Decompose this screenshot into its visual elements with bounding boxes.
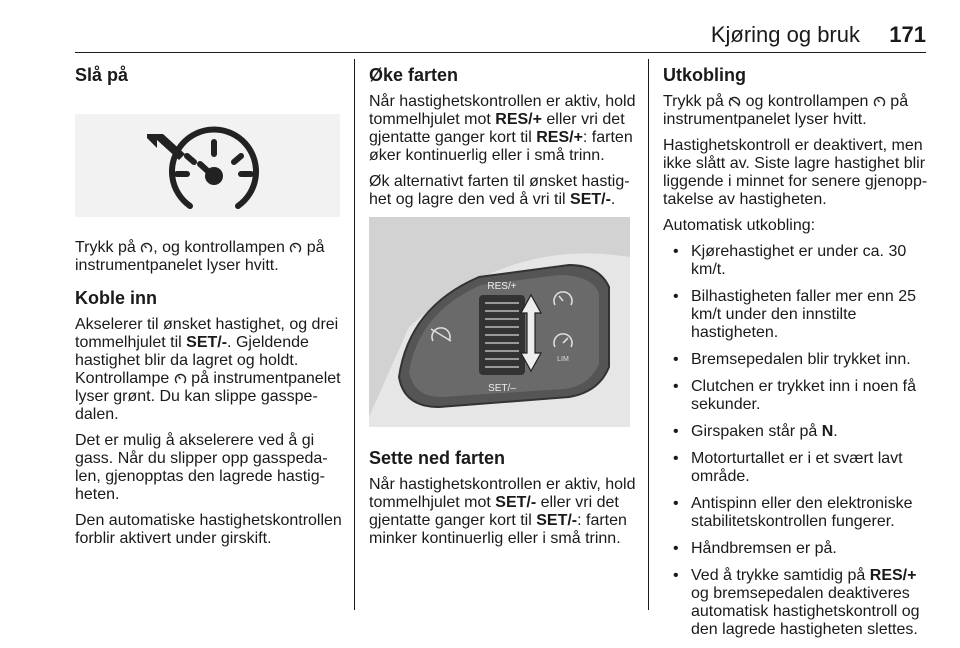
- heading-slaa-paa: Slå på: [75, 65, 129, 85]
- column-1: [75, 64, 343, 556]
- header-rule: [75, 52, 926, 53]
- steering-wheel-controls-photo: [369, 217, 630, 427]
- paragraph-off-1: Trykk på og kontrollampen på instrumentpanelet lyser hvitt.: [663, 93, 909, 128]
- paragraph-off-2: Hastighetskontroll er deaktivert, men ikke slått av. Siste lagre hastighet blir liggende i minnet for senere gjenopptakelse av hastigheten.: [663, 137, 928, 208]
- cruise-control-symbol-icon: [140, 241, 153, 254]
- running-header-title: Kjøring og bruk: [710, 22, 860, 47]
- heading-sette-ned-farten: Sette ned farten: [369, 448, 506, 468]
- column-3: [663, 64, 931, 648]
- paragraph-engage-3: Den automatiske hastighetskontrollen forblir aktivert under girskift.: [75, 512, 342, 547]
- column-2: [369, 64, 637, 556]
- res-label: RES/+: [487, 281, 517, 292]
- list-item: • Håndbremsen er på.: [663, 540, 931, 558]
- list-item: • Kjørehastighet er under ca. 30 km/t.: [663, 243, 931, 279]
- auto-disengage-list: [663, 243, 931, 639]
- heading-utkobling: Utkobling: [663, 65, 746, 85]
- list-item: • Bilhastigheten faller mer enn 25 km/t under den innstilte hastigheten.: [663, 288, 931, 342]
- column-divider-2: [648, 59, 649, 610]
- set-label: SET/–: [488, 383, 516, 394]
- page-number: 171: [889, 22, 926, 47]
- list-item: • Bremsepedalen blir trykket inn.: [663, 351, 931, 369]
- cruise-control-illustration: [75, 114, 340, 217]
- list-item: • Antispinn eller den elektroniske stabilitetskontrollen fungerer.: [663, 495, 931, 531]
- paragraph-off-3: Automatisk utkobling:: [663, 217, 816, 234]
- cruise-off-symbol-icon: [728, 95, 741, 108]
- paragraph-engage-1: Akselerer til ønsket hastighet, og drei tommelhjulet til SET/-. Gjeldende hastighet blir da lagret og holdt. Kontrollampe på instrumentpanelet lyser grønt. Du kan slippe gasspedalen.: [75, 316, 341, 423]
- paragraph-increase-2: Øk alternativt farten til ønsket hastighet og lagre den ved å vri til SET/-.: [369, 173, 630, 208]
- cruise-control-lamp-icon: [873, 95, 886, 108]
- list-item: • Ved å trykke samtidig på RES/+ og bremsepedalen deaktiveres automatisk hastighetskontroll og den lagrede hastigheten slettes.: [663, 567, 931, 639]
- cruise-control-lamp-icon: [289, 241, 302, 254]
- cruise-control-lamp-icon: [174, 372, 187, 385]
- list-item: • Girspaken står på N.: [663, 423, 931, 441]
- list-item: • Motorturtallet er i et svært lavt område.: [663, 450, 931, 486]
- paragraph-decrease-1: Når hastighetskontrollen er aktiv, hold tommelhjulet mot SET/- eller vri det gjentatte ganger kort til SET/-: farten minker kontinuerlig eller i små trinn.: [369, 476, 636, 547]
- paragraph-engage-2: Det er mulig å akselerere ved å gi gass. Når du slipper opp gasspedalen, gjenopptas den lagrede hastigheten.: [75, 432, 328, 503]
- paragraph-on: Trykk på , og kontrollampen på instrumentpanelet lyser hvitt.: [75, 239, 325, 274]
- heading-oke-farten: Øke farten: [369, 65, 459, 85]
- lim-label: LIM: [557, 356, 569, 363]
- paragraph-increase-1: Når hastighetskontrollen er aktiv, hold tommelhjulet mot RES/+ eller vri det gjentatte ganger kort til RES/+: farten øker kontinuerlig eller i små trinn.: [369, 93, 636, 164]
- list-item: • Clutchen er trykket inn i noen få sekunder.: [663, 378, 931, 414]
- heading-koble-inn: Koble inn: [75, 288, 157, 308]
- column-divider-1: [354, 59, 355, 610]
